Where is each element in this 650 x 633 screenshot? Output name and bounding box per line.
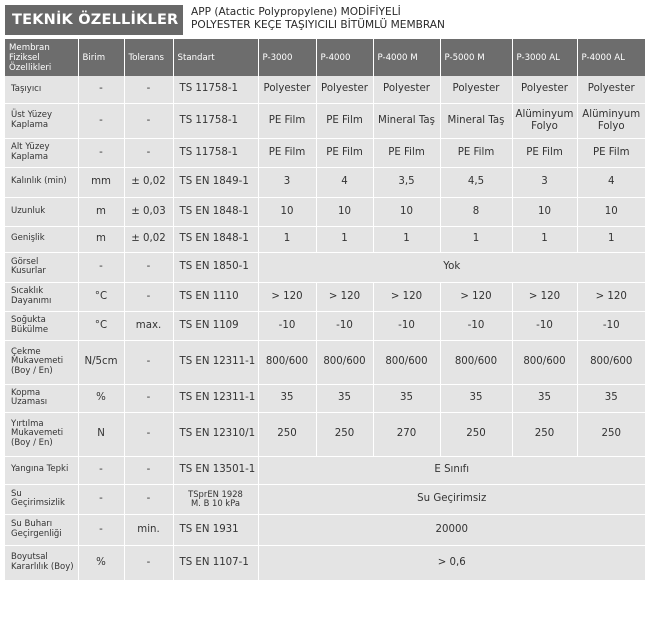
table-row [5,545,645,580]
property-cell: Çekme Mukavemeti (Boy / En) [5,340,78,384]
standard-cell: TS EN 1849-1 [173,167,258,197]
tolerance-cell: - [124,412,173,456]
value-cell: -10 [577,311,645,340]
table-row [5,252,645,282]
unit-cell: - [78,514,124,545]
value-cell: PE Film [373,138,440,167]
header-product: P-3000 [258,39,316,76]
tolerance-cell: - [124,384,173,412]
standard-cell: TS EN 1931 [173,514,258,545]
table-body [5,76,645,580]
table-row [5,412,645,456]
value-cell: 3,5 [373,167,440,197]
value-cell: 10 [316,197,373,226]
header-product: P-4000 [316,39,373,76]
table-row [5,76,645,103]
value-cell: Mineral Taş [373,103,440,138]
value-cell: 1 [258,226,316,252]
value-cell: 1 [373,226,440,252]
value-cell: PE Film [512,138,577,167]
section-title-badge: TEKNİK ÖZELLİKLER [5,5,183,35]
header-property: Membran Fiziksel Özellikleri [5,39,78,76]
value-cell: 35 [440,384,512,412]
value-cell: Polyester [258,76,316,103]
value-cell: 1 [440,226,512,252]
property-cell: Boyutsal Kararlılık (Boy) [5,545,78,580]
value-cell: > 120 [577,282,645,311]
value-cell: -10 [440,311,512,340]
unit-cell: m [78,197,124,226]
tolerance-cell: max. [124,311,173,340]
standard-line-1: TSprEN 1928 [188,488,243,499]
value-cell: Alüminyum Folyo [512,103,577,138]
value-cell: -10 [258,311,316,340]
value-cell: 35 [316,384,373,412]
value-cell: > 120 [373,282,440,311]
value-cell: 800/600 [512,340,577,384]
value-cell: 1 [512,226,577,252]
property-cell: Yırtılma Mukavemeti (Boy / En) [5,412,78,456]
value-cell: Alüminyum Folyo [577,103,645,138]
tolerance-cell: - [124,456,173,484]
standard-cell: TS EN 1107-1 [173,545,258,580]
unit-cell: % [78,545,124,580]
value-cell: PE Film [316,103,373,138]
property-cell: Kopma Uzaması [5,384,78,412]
standard-cell: TS EN 1848-1 [173,226,258,252]
standard-cell: TS EN 1850-1 [173,252,258,282]
header-standard: Standart [173,39,258,76]
standard-cell [173,484,258,514]
value-cell: -10 [373,311,440,340]
value-cell: 270 [373,412,440,456]
property-cell: Kalınlık (min) [5,167,78,197]
value-cell: 1 [577,226,645,252]
value-cell: 800/600 [373,340,440,384]
spec-table [5,39,645,580]
value-cell: 4 [577,167,645,197]
subtitle-line-1: APP (Atactic Polypropylene) MODİFİYELİ [191,6,401,18]
value-cell: 800/600 [316,340,373,384]
unit-cell: % [78,384,124,412]
unit-cell: - [78,103,124,138]
standard-cell: TS EN 12310/1 [173,412,258,456]
tolerance-cell: - [124,340,173,384]
table-row [5,311,645,340]
property-cell: Genişlik [5,226,78,252]
table-row [5,167,645,197]
unit-cell: N/5cm [78,340,124,384]
merged-value-cell: Yok [258,252,645,282]
table-header-row [5,39,645,76]
table-row [5,138,645,167]
header-unit: Birim [78,39,124,76]
merged-value-cell: > 0,6 [258,545,645,580]
value-cell: Polyester [512,76,577,103]
value-cell: > 120 [440,282,512,311]
value-cell: Polyester [316,76,373,103]
property-cell: Görsel Kusurlar [5,252,78,282]
unit-cell: - [78,138,124,167]
value-cell: Polyester [577,76,645,103]
value-cell: PE Film [577,138,645,167]
value-cell: 1 [316,226,373,252]
standard-cell: TS EN 13501-1 [173,456,258,484]
property-cell: Sıcaklık Dayanımı [5,282,78,311]
tolerance-cell: - [124,282,173,311]
table-row [5,384,645,412]
value-cell: 800/600 [577,340,645,384]
value-cell: > 120 [316,282,373,311]
standard-cell: TS EN 12311-1 [173,384,258,412]
value-cell: Polyester [440,76,512,103]
value-cell: 35 [577,384,645,412]
value-cell: PE Film [258,138,316,167]
standard-cell: TS 11758-1 [173,138,258,167]
header-product: P-5000 M [440,39,512,76]
property-cell: Su Buharı Geçirgenliği [5,514,78,545]
tolerance-cell: ± 0,02 [124,226,173,252]
merged-value-cell: E Sınıfı [258,456,645,484]
product-subtitle [191,6,445,32]
value-cell: 35 [512,384,577,412]
tolerance-cell: ± 0,03 [124,197,173,226]
standard-line-2: M. B 10 kPa [191,498,240,508]
table-row [5,226,645,252]
value-cell: > 120 [258,282,316,311]
value-cell: 10 [512,197,577,226]
unit-cell: N [78,412,124,456]
standard-cell: TS 11758-1 [173,103,258,138]
tolerance-cell: - [124,103,173,138]
value-cell: PE Film [440,138,512,167]
value-cell: Mineral Taş [440,103,512,138]
value-cell: 35 [373,384,440,412]
table-row [5,103,645,138]
value-cell: 10 [258,197,316,226]
merged-value-cell: 20000 [258,514,645,545]
value-cell: PE Film [316,138,373,167]
header-tolerance: Tolerans [124,39,173,76]
property-cell: Yangına Tepki [5,456,78,484]
value-cell: 10 [577,197,645,226]
standard-cell: TS EN 1109 [173,311,258,340]
tolerance-cell: ± 0,02 [124,167,173,197]
table-row [5,514,645,545]
value-cell: 3 [512,167,577,197]
value-cell: 4,5 [440,167,512,197]
value-cell: 250 [316,412,373,456]
unit-cell: m [78,226,124,252]
tolerance-cell: - [124,138,173,167]
tolerance-cell: - [124,76,173,103]
value-cell: -10 [316,311,373,340]
value-cell: 4 [316,167,373,197]
table-row [5,456,645,484]
property-cell: Taşıyıcı [5,76,78,103]
value-cell: Polyester [373,76,440,103]
tolerance-cell: - [124,484,173,514]
value-cell: 250 [512,412,577,456]
value-cell: 3 [258,167,316,197]
unit-cell: °C [78,311,124,340]
standard-cell: TS EN 1848-1 [173,197,258,226]
standard-cell: TS 11758-1 [173,76,258,103]
property-cell: Üst Yüzey Kaplama [5,103,78,138]
table-row [5,282,645,311]
value-cell: -10 [512,311,577,340]
unit-cell: - [78,456,124,484]
value-cell: 250 [440,412,512,456]
property-cell: Uzunluk [5,197,78,226]
value-cell: 8 [440,197,512,226]
property-cell: Soğukta Bükülme [5,311,78,340]
unit-cell: - [78,484,124,514]
unit-cell: °C [78,282,124,311]
standard-cell: TS EN 1110 [173,282,258,311]
subtitle-line-2: POLYESTER KEÇE TAŞIYICILI BİTÜMLÜ MEMBRAN [191,19,445,31]
header-product: P-4000 AL [577,39,645,76]
value-cell: > 120 [512,282,577,311]
table-row [5,340,645,384]
property-cell: Alt Yüzey Kaplama [5,138,78,167]
merged-value-cell: Su Geçirimsiz [258,484,645,514]
value-cell: 250 [258,412,316,456]
value-cell: 800/600 [258,340,316,384]
table-row [5,197,645,226]
value-cell: 35 [258,384,316,412]
tolerance-cell: min. [124,514,173,545]
header [5,5,645,35]
unit-cell: mm [78,167,124,197]
value-cell: 800/600 [440,340,512,384]
tolerance-cell: - [124,545,173,580]
value-cell: 250 [577,412,645,456]
table-row [5,484,645,514]
value-cell: PE Film [258,103,316,138]
unit-cell: - [78,252,124,282]
unit-cell: - [78,76,124,103]
header-product: P-4000 M [373,39,440,76]
tolerance-cell: - [124,252,173,282]
property-cell: Su Geçirimsizlik [5,484,78,514]
header-product: P-3000 AL [512,39,577,76]
value-cell: 10 [373,197,440,226]
standard-cell: TS EN 12311-1 [173,340,258,384]
